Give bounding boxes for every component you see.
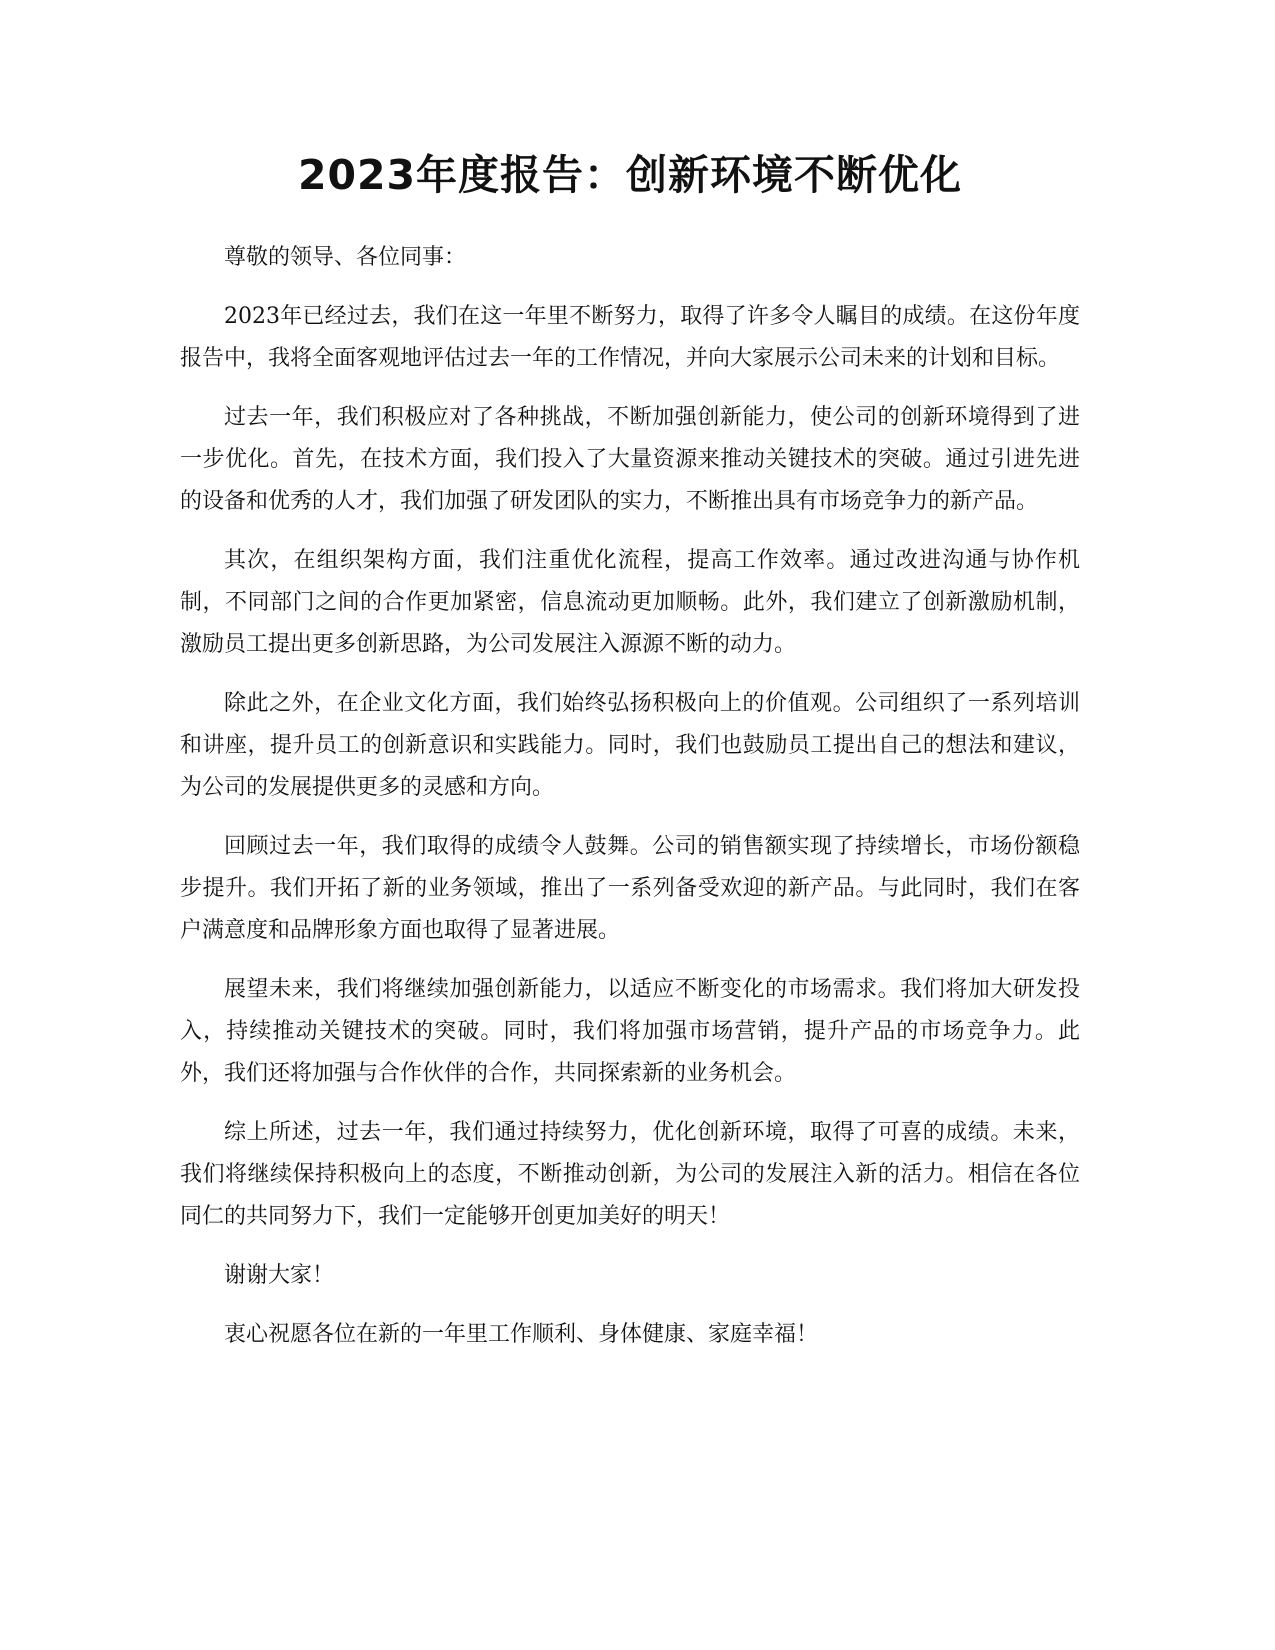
document-page <box>180 145 1080 1373</box>
review-paragraph: 回顾过去一年，我们取得的成绩令人鼓舞。公司的销售额实现了持续增长，市场份额稳步提升。我们开拓了新的业务领域，推出了一系列备受欢迎的新产品。与此同时，我们在客户满意度和品牌形象方面也取得了显著进展。 <box>180 834 1080 943</box>
wishes-paragraph: 衷心祝愿各位在新的一年里工作顺利、身体健康、家庭幸福！ <box>224 1322 819 1347</box>
summary-paragraph: 综上所述，过去一年，我们通过持续努力，优化创新环境，取得了可喜的成绩。未来，我们将继续保持积极向上的态度，不断推动创新，为公司的发展注入新的活力。相信在各位同仁的共同努力下，我们一定能够开创更加美好的明天！ <box>180 1120 1080 1229</box>
document-title: 2023年度报告：创新环境不断优化 <box>297 151 963 199</box>
outlook-paragraph: 展望未来，我们将继续加强创新能力，以适应不断变化的市场需求。我们将加大研发投入，持续推动关键技术的突破。同时，我们将加强市场营销，提升产品的市场竞争力。此外，我们还将加强与合作伙伴的合作，共同探索新的业务机会。 <box>180 977 1080 1086</box>
thanks-paragraph: 谢谢大家！ <box>224 1263 335 1288</box>
organization-paragraph: 其次，在组织架构方面，我们注重优化流程，提高工作效率。通过改进沟通与协作机制，不同部门之间的合作更加紧密，信息流动更加顺畅。此外，我们建立了创新激励机制，激励员工提出更多创新思路，为公司发展注入源源不断的动力。 <box>180 548 1080 657</box>
greeting-paragraph: 尊敬的领导、各位同事： <box>224 245 467 270</box>
intro-paragraph: 2023年已经过去，我们在这一年里不断努力，取得了许多令人瞩目的成绩。在这份年度报告中，我将全面客观地评估过去一年的工作情况，并向大家展示公司未来的计划和目标。 <box>180 304 1080 371</box>
culture-paragraph: 除此之外，在企业文化方面，我们始终弘扬积极向上的价值观。公司组织了一系列培训和讲座，提升员工的创新意识和实践能力。同时，我们也鼓励员工提出自己的想法和建议，为公司的发展提供更多的灵感和方向。 <box>180 691 1080 800</box>
technology-paragraph: 过去一年，我们积极应对了各种挑战，不断加强创新能力，使公司的创新环境得到了进一步优化。首先，在技术方面，我们投入了大量资源来推动关键技术的突破。通过引进先进的设备和优秀的人才，我们加强了研发团队的实力，不断推出具有市场竞争力的新产品。 <box>180 405 1080 514</box>
